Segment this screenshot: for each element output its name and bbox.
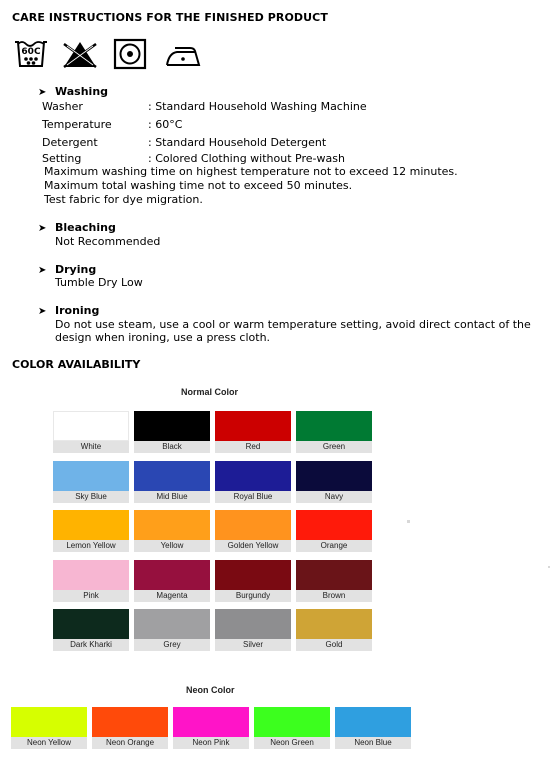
color-name: Neon Pink bbox=[173, 737, 249, 749]
detergent-value: : Standard Household Detergent bbox=[148, 136, 327, 149]
drying-heading bbox=[38, 263, 96, 276]
color-fill bbox=[134, 510, 210, 540]
color-swatch bbox=[53, 560, 129, 604]
scan-speck bbox=[407, 520, 410, 523]
temperature-value: : 60°C bbox=[148, 118, 183, 131]
setting-value: : Colored Clothing without Pre-wash bbox=[148, 152, 345, 165]
normal-color-heading: Normal Color bbox=[181, 387, 239, 397]
color-swatch bbox=[296, 609, 372, 653]
color-name: Black bbox=[134, 441, 210, 453]
color-fill bbox=[134, 461, 210, 491]
color-name: Gold bbox=[296, 639, 372, 651]
do-not-bleach-icon bbox=[61, 38, 99, 70]
color-fill bbox=[134, 609, 210, 639]
color-swatch bbox=[254, 707, 330, 751]
neon-color-heading: Neon Color bbox=[186, 685, 235, 695]
washing-note: Maximum total washing time not to exceed 50 minutes. bbox=[44, 179, 353, 192]
ironing-text: design when ironing, use a press cloth. bbox=[55, 331, 271, 344]
chevron-right-icon: ➤ bbox=[38, 87, 47, 98]
scan-speck bbox=[548, 566, 550, 568]
bleaching-heading bbox=[38, 221, 116, 234]
ironing-heading-label: Ironing bbox=[55, 304, 100, 317]
chevron-right-icon: ➤ bbox=[38, 306, 47, 317]
color-fill bbox=[335, 707, 411, 737]
drying-text: Tumble Dry Low bbox=[55, 276, 143, 289]
color-fill bbox=[173, 707, 249, 737]
color-swatch bbox=[296, 510, 372, 554]
color-name: Neon Orange bbox=[92, 737, 168, 749]
color-fill bbox=[53, 461, 129, 491]
color-name: White bbox=[53, 441, 129, 453]
color-swatch bbox=[335, 707, 411, 751]
color-name: Burgundy bbox=[215, 590, 291, 602]
ironing-heading bbox=[38, 304, 99, 317]
color-name: Dark Kharki bbox=[53, 639, 129, 651]
color-fill bbox=[296, 461, 372, 491]
washing-heading bbox=[38, 85, 108, 98]
color-fill bbox=[215, 609, 291, 639]
color-swatch bbox=[215, 411, 291, 455]
chevron-right-icon: ➤ bbox=[38, 223, 47, 234]
color-name: Sky Blue bbox=[53, 491, 129, 503]
color-name: Orange bbox=[296, 540, 372, 552]
detergent-label: Detergent bbox=[42, 136, 98, 149]
color-swatch bbox=[215, 461, 291, 505]
color-swatch bbox=[11, 707, 87, 751]
washer-value: : Standard Household Washing Machine bbox=[148, 100, 367, 113]
temperature-label: Temperature bbox=[42, 118, 112, 131]
color-fill bbox=[215, 560, 291, 590]
bleaching-heading-label: Bleaching bbox=[55, 221, 116, 234]
chevron-right-icon: ➤ bbox=[38, 265, 47, 276]
color-name: Navy bbox=[296, 491, 372, 503]
color-swatch bbox=[53, 461, 129, 505]
color-swatch bbox=[296, 411, 372, 455]
color-fill bbox=[134, 411, 210, 441]
color-fill bbox=[296, 560, 372, 590]
color-name: Magenta bbox=[134, 590, 210, 602]
color-fill bbox=[134, 560, 210, 590]
color-fill bbox=[296, 411, 372, 441]
wash-temp-label: 60C bbox=[21, 47, 41, 57]
page-title: CARE INSTRUCTIONS FOR THE FINISHED PRODUCT bbox=[12, 11, 328, 24]
color-swatch bbox=[134, 411, 210, 455]
color-name: Green bbox=[296, 441, 372, 453]
color-swatch bbox=[296, 560, 372, 604]
color-name: Pink bbox=[53, 590, 129, 602]
color-swatch bbox=[134, 510, 210, 554]
tumble-dry-low-icon bbox=[113, 38, 147, 70]
color-swatch bbox=[134, 609, 210, 653]
color-swatch bbox=[134, 461, 210, 505]
color-fill bbox=[53, 560, 129, 590]
color-fill bbox=[215, 461, 291, 491]
color-fill bbox=[296, 510, 372, 540]
color-fill bbox=[53, 411, 129, 441]
ironing-text: Do not use steam, use a cool or warm temperature setting, avoid direct contact of the bbox=[55, 318, 531, 331]
washing-note: Maximum washing time on highest temperature not to exceed 12 minutes. bbox=[44, 165, 458, 178]
color-fill bbox=[215, 411, 291, 441]
setting-label: Setting bbox=[42, 152, 82, 165]
color-name: Brown bbox=[296, 590, 372, 602]
color-name: Mid Blue bbox=[134, 491, 210, 503]
color-fill bbox=[296, 609, 372, 639]
wash-60c-icon bbox=[13, 38, 49, 70]
color-fill bbox=[53, 510, 129, 540]
color-swatch bbox=[92, 707, 168, 751]
iron-low-icon bbox=[163, 38, 203, 70]
color-fill bbox=[254, 707, 330, 737]
color-swatch bbox=[53, 411, 129, 455]
washing-note: Test fabric for dye migration. bbox=[44, 193, 203, 206]
color-swatch bbox=[53, 510, 129, 554]
color-swatch bbox=[215, 560, 291, 604]
color-swatch bbox=[134, 560, 210, 604]
color-name: Silver bbox=[215, 639, 291, 651]
color-swatch bbox=[215, 510, 291, 554]
color-availability-heading: COLOR AVAILABILITY bbox=[12, 358, 141, 371]
color-name: Golden Yellow bbox=[215, 540, 291, 552]
color-fill bbox=[215, 510, 291, 540]
bleaching-text: Not Recommended bbox=[55, 235, 161, 248]
washing-heading-label: Washing bbox=[55, 85, 109, 98]
color-fill bbox=[53, 609, 129, 639]
color-swatch bbox=[53, 609, 129, 653]
color-fill bbox=[92, 707, 168, 737]
color-name: Yellow bbox=[134, 540, 210, 552]
color-name: Red bbox=[215, 441, 291, 453]
color-swatch bbox=[296, 461, 372, 505]
color-name: Grey bbox=[134, 639, 210, 651]
drying-heading-label: Drying bbox=[55, 263, 97, 276]
color-name: Neon Yellow bbox=[11, 737, 87, 749]
color-name: Lemon Yellow bbox=[53, 540, 129, 552]
color-swatch bbox=[173, 707, 249, 751]
color-name: Royal Blue bbox=[215, 491, 291, 503]
washer-label: Washer bbox=[42, 100, 83, 113]
color-name: Neon Blue bbox=[335, 737, 411, 749]
color-fill bbox=[11, 707, 87, 737]
color-swatch bbox=[215, 609, 291, 653]
color-name: Neon Green bbox=[254, 737, 330, 749]
